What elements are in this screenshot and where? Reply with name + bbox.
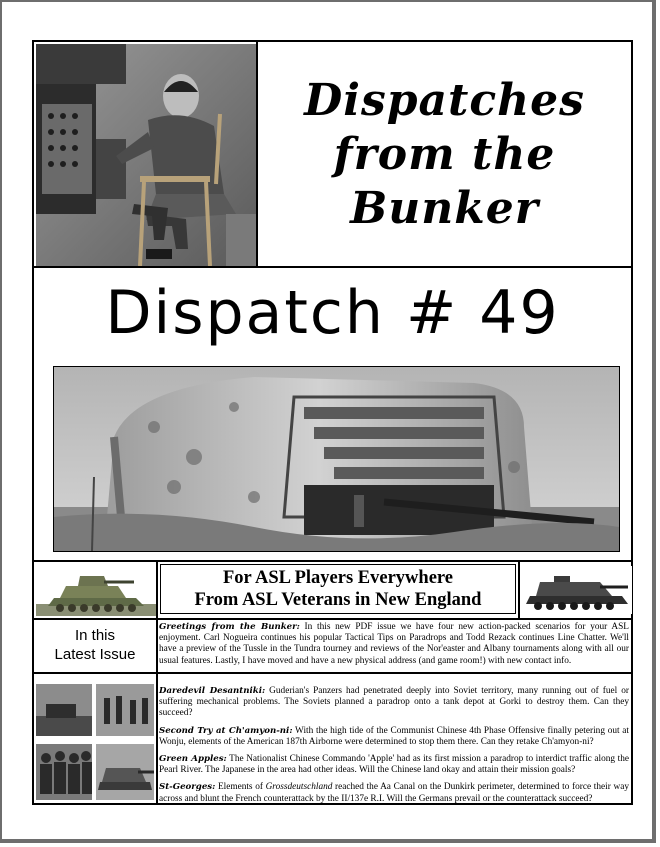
latest-issue-text	[159, 622, 629, 667]
masthead-line-2: from the	[333, 129, 556, 180]
scenario-item	[159, 726, 629, 748]
scenario-desc-post: reached the Aa Canal on the Dunkirk perimeter, determined to force their way across and blunt the French counterattack by the II/137e R.I. Will the Germans prevail or the counterattack succeed?	[159, 782, 629, 804]
scenario-desc: With the high tide of the Communist Chinese 4th Phase Offensive finally petering out at Wonju, elements of the American 187th Airborne were determined to stop them there. Can they retake Ch'amyon-ni?	[159, 725, 629, 747]
scenario-item	[159, 782, 629, 804]
scenario-desc: The Nationalist Chinese Commando 'Apple' had as its first mission a paradrop to interdict traffic along the Pearl River. The Japanese in the area had other ideas. Will the Chinese land okay and attain their mission goals?	[159, 754, 629, 776]
banner-line-2: From ASL Veterans in New England	[194, 590, 482, 610]
scenario-item	[159, 754, 629, 776]
banner-line-1: For ASL Players Everywhere	[222, 568, 454, 588]
scenario-divider	[156, 672, 158, 803]
scenario-title: Green Apples:	[159, 754, 227, 765]
masthead-line-1: Dispatches	[304, 75, 585, 126]
greetings-body: In this new PDF issue we have four new action-packed scenarios for your ASL enjoyment. Carl Nogueira continues his popular Tactical Tips on Paradrops and Todd Rezack continues Line Chatter. We'll have a preview of the Tussle in the Tundra tourney and reviews of the Nor'easter and Albany tournaments along with all our usual features. Lastly, I have moved and have a new physical address (and game room!) with new contact info.	[159, 622, 629, 666]
scenario-item	[159, 686, 629, 720]
scenario-list	[159, 686, 629, 811]
scenario-title: Second Try at Ch'amyon-ni:	[159, 725, 293, 736]
scenario-desc-pre: Elements of	[215, 782, 266, 793]
greetings-lead: Greetings from the Bunker:	[159, 622, 300, 632]
latest-issue-label	[36, 622, 154, 668]
masthead-title	[258, 42, 631, 268]
scenario-desc: Guderian's Panzers had penetrated deeply into Soviet territory, many running out of fuel or suffering mechanical problems. The Soviets planned a paradrop onto a tank depot at Gorki to destroy them. Can they succeed?	[159, 686, 629, 719]
banner-tagline	[160, 564, 516, 614]
banner-divider-left	[156, 562, 158, 618]
issue-title: Dispatch # 49	[105, 278, 560, 348]
scenario-title: Daredevil Desantniki:	[159, 686, 266, 696]
cover-frame	[32, 40, 633, 805]
banner-row	[34, 562, 631, 618]
masthead-line-3: Bunker	[350, 183, 539, 234]
scenario-photos	[36, 678, 154, 803]
assault-gun-icon	[520, 566, 632, 614]
scenario-desc-italic: Grossdeutschland	[265, 782, 333, 793]
divider-top	[34, 266, 631, 268]
light-tank-icon	[36, 564, 156, 616]
scenario-title: St-Georges:	[159, 782, 216, 793]
latest-divider	[156, 620, 158, 672]
divider-latest-bottom	[34, 672, 631, 674]
latest-issue-row	[34, 620, 631, 672]
latest-label-line-2: Latest Issue	[54, 646, 136, 663]
latest-label-line-1: In this	[74, 627, 116, 644]
radio-operator-photo	[36, 44, 256, 266]
bunker-photo	[53, 366, 620, 552]
